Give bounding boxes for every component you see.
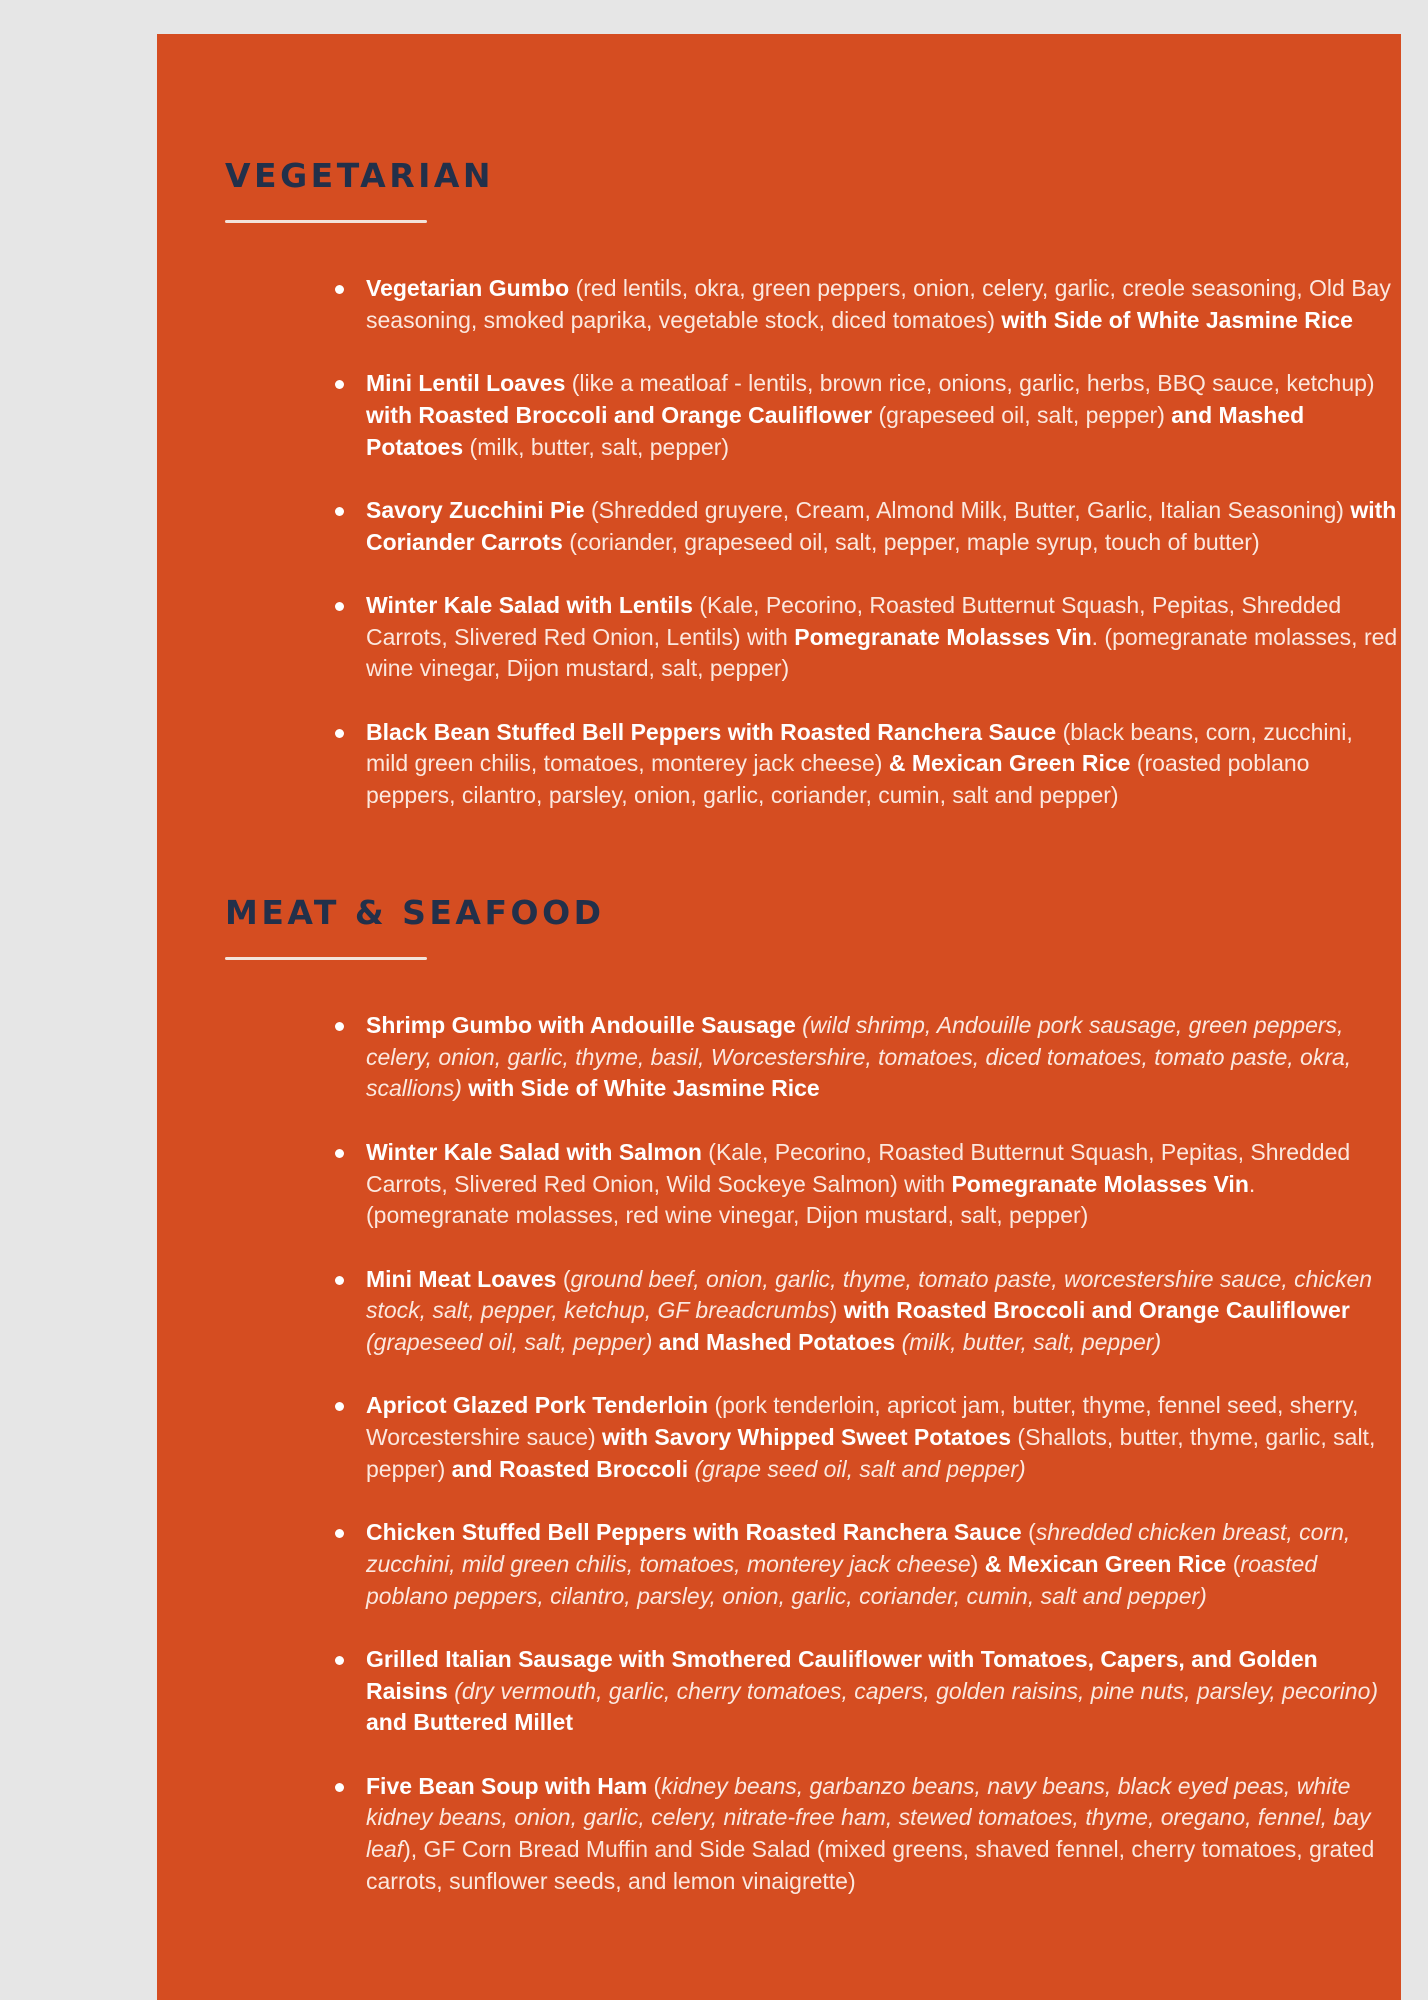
dish-name-text: Winter Kale Salad with Salmon	[366, 1138, 702, 1165]
menu-item	[366, 1517, 1401, 1612]
ingredients-text: (grape seed oil, salt and pepper)	[688, 1455, 1026, 1482]
ingredients-text: (	[556, 1265, 571, 1292]
dish-name-text: Pomegranate Molasses Vin	[951, 1170, 1249, 1197]
menu-page	[157, 34, 1401, 2000]
ingredients-text: (milk, butter, salt, pepper)	[463, 433, 730, 460]
ingredients-text: . (pomegranate molasses, red wine vinegar, Dijon mustard, salt, pepper)	[366, 1170, 1256, 1229]
dish-name-text: with Side of White Jasmine Rice	[461, 1075, 820, 1102]
dish-name-text: Mini Meat Loaves	[366, 1265, 557, 1292]
dish-name-text: Grilled Italian Sausage with Smothered Cauliflower with Tomatoes, Capers, and Golden Raisins	[366, 1645, 1318, 1704]
ingredients-text: (grapeseed oil, salt, pepper)	[872, 401, 1172, 428]
dish-name-text: and Roasted Broccoli	[451, 1455, 689, 1482]
dish-name-text: with Coriander Carrots	[366, 496, 1397, 555]
dish-name-text: Pomegranate Molasses Vin	[794, 623, 1092, 650]
dish-name-text: Apricot Glazed Pork Tenderloin	[366, 1392, 709, 1419]
ingredients-text: shredded chicken breast, corn, zucchini, mild green chilis, tomatoes, monterey jack cheese	[366, 1519, 1351, 1577]
ingredients-text: (Kale, Pecorino, Roasted Butternut Squash, Pepitas, Shredded Carrots, Slivered Red Onion, Lentils) with	[366, 591, 1342, 650]
section-divider	[225, 220, 427, 223]
menu-item	[366, 495, 1401, 558]
ingredients-text: (pork tenderloin, apricot jam, butter, thyme, fennel seed, sherry, Worcestershire sauce)	[366, 1392, 1359, 1451]
ingredients-text: (milk, butter, salt, pepper)	[895, 1329, 1162, 1355]
dish-name-text: and Mashed Potatoes	[658, 1329, 896, 1355]
dish-name-text: with Roasted Broccoli and Orange Cauliflower	[366, 401, 873, 428]
dish-name-text: Savory Zucchini Pie	[366, 496, 585, 523]
dish-name-text: with Roasted Broccoli and Orange Cauliflower	[843, 1297, 1350, 1324]
ingredients-text: ground beef, onion, garlic, thyme, tomato paste, worcestershire sauce, chicken stock, salt, pepper, ketchup, GF breadcrumbs	[366, 1265, 1373, 1324]
ingredients-text: )	[970, 1550, 985, 1577]
ingredients-text: (Shredded gruyere, Cream, Almond Milk, Butter, Garlic, Italian Seasoning)	[584, 496, 1351, 523]
dish-name-text: Mini Lentil Loaves	[366, 370, 566, 397]
ingredients-text: )	[829, 1297, 844, 1324]
ingredients-text: (red lentils, okra, green peppers, onion, celery, garlic, creole seasoning, Old Bay seasoning, smoked paprika, vegetable stock, diced tomatoes)	[366, 275, 1391, 333]
dish-name-text: Chicken Stuffed Bell Peppers with Roasted Ranchera Sauce	[366, 1519, 1022, 1546]
section-title-vegetarian: VEGETARIAN	[225, 156, 495, 195]
ingredients-text: (coriander, grapeseed oil, salt, pepper, maple syrup, touch of butter)	[562, 528, 1260, 555]
menu-item	[366, 590, 1401, 685]
ingredients-text: roasted poblano peppers, cilantro, parsley, onion, garlic, coriander, cumin, salt and pepper)	[366, 1550, 1318, 1609]
dish-name-text: and Buttered Millet	[366, 1709, 574, 1736]
section-title-meat-seafood: MEAT & SEAFOOD	[225, 893, 605, 932]
menu-item	[366, 1010, 1401, 1105]
dish-name-text: & Mexican Green Rice	[888, 750, 1131, 777]
dish-name-text: Shrimp Gumbo with Andouille Sausage	[366, 1012, 796, 1038]
ingredients-text: kidney beans, garbanzo beans, navy beans, black eyed peas, white kidney beans, onion, garlic, celery, nitrate-free ham, stewed tomatoes, thyme, oregano, fennel, bay leaf	[366, 1772, 1371, 1863]
menu-item	[366, 368, 1401, 463]
ingredients-text: ), GF Corn Bread Muffin and Side Salad (mixed greens, shaved fennel, cherry tomatoes, grated carrots, sunflower seeds, and lemon vinaigrette)	[366, 1836, 1375, 1894]
dish-name-text: & Mexican Green Rice	[984, 1550, 1227, 1577]
dish-name-text: with Side of White Jasmine Rice	[1001, 306, 1353, 333]
menu-item	[366, 1390, 1401, 1485]
ingredients-text: (	[1226, 1550, 1241, 1577]
ingredients-text: (dry vermouth, garlic, cherry tomatoes, capers, golden raisins, pine nuts, parsley, pecorino)	[447, 1677, 1379, 1704]
ingredients-text: (	[647, 1772, 662, 1799]
ingredients-text: (like a meatloaf - lentils, brown rice, onions, garlic, herbs, BBQ sauce, ketchup)	[565, 370, 1375, 397]
menu-item	[366, 1137, 1401, 1232]
dish-name-text: Winter Kale Salad with Lentils	[366, 591, 693, 618]
dish-name-text: Five Bean Soup with Ham	[366, 1772, 648, 1799]
vegetarian-list	[366, 273, 1401, 812]
ingredients-text: (Kale, Pecorino, Roasted Butternut Squash, Pepitas, Shredded Carrots, Slivered Red Onion, Wild Sockeye Salmon) with	[366, 1138, 1351, 1197]
ingredients-text: (black beans, corn, zucchini, mild green chilis, tomatoes, monterey jack cheese)	[366, 718, 1353, 777]
ingredients-text: (roasted poblano peppers, cilantro, parsley, onion, garlic, coriander, cumin, salt and pepper)	[366, 750, 1310, 809]
menu-item	[366, 273, 1401, 336]
meat-seafood-list	[366, 1010, 1401, 1898]
dish-name-text: and Mashed Potatoes	[366, 401, 1305, 460]
ingredients-text: (wild shrimp, Andouille pork sausage, green peppers, celery, onion, garlic, thyme, basil, Worcestershire, tomatoes, diced tomatoes, tomato paste, okra, scallions)	[366, 1012, 1352, 1102]
dish-name-text: with Savory Whipped Sweet Potatoes	[602, 1424, 1012, 1451]
menu-item	[366, 1771, 1401, 1898]
section-divider	[225, 957, 427, 960]
menu-item	[366, 1264, 1401, 1359]
ingredients-text: (	[1021, 1519, 1036, 1546]
dish-name-text: Vegetarian Gumbo	[366, 275, 570, 301]
ingredients-text: (grapeseed oil, salt, pepper)	[366, 1329, 659, 1355]
menu-item	[366, 717, 1401, 812]
menu-item	[366, 1644, 1401, 1739]
ingredients-text: . (pomegranate molasses, red wine vinegar, Dijon mustard, salt, pepper)	[366, 623, 1398, 682]
ingredients-text: (Shallots, butter, thyme, garlic, salt, pepper)	[366, 1424, 1376, 1482]
dish-name-text: Black Bean Stuffed Bell Peppers with Roasted Ranchera Sauce	[366, 718, 1057, 745]
